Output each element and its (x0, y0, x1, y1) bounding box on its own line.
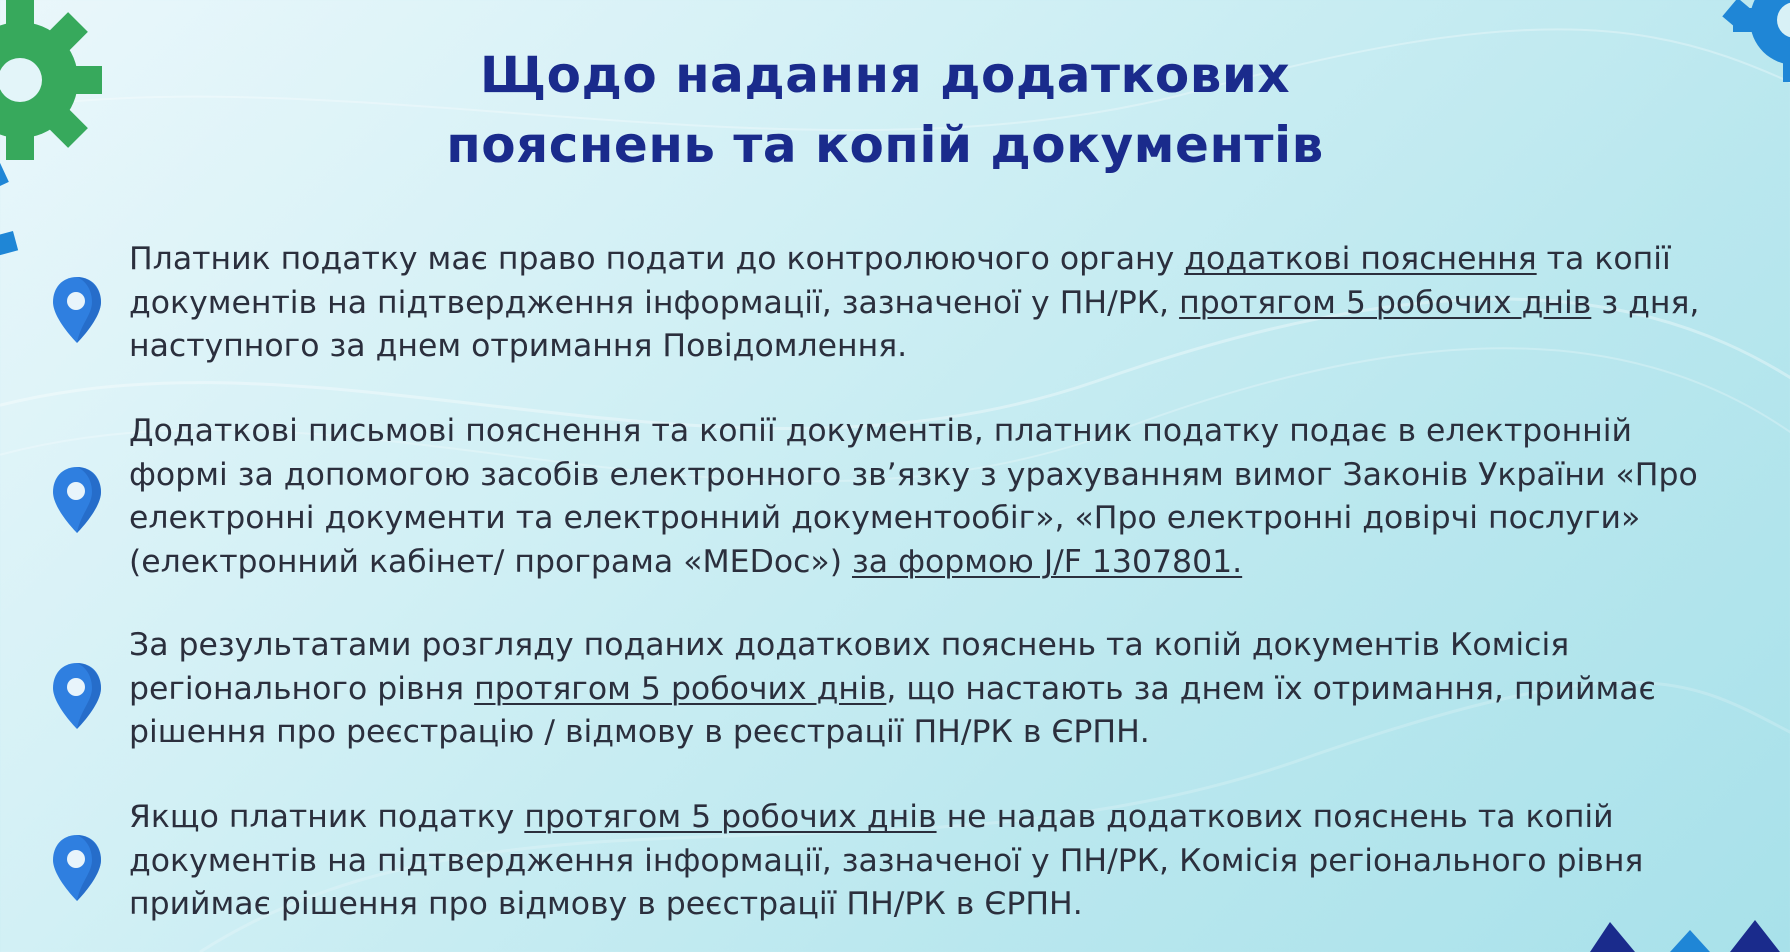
underlined-phrase: додаткові пояснення (1184, 241, 1537, 277)
bullet-text: Платник податку має право подати до контролюючого органу додаткові пояснення та копії документів на підтвердження інформації, зазначеної у ПН/РК, протягом 5 робочих днів з дня, наступного за днем отримання Повідомлення. (129, 241, 1700, 364)
underlined-phrase: за формою J/F 1307801. (852, 543, 1243, 580)
underlined-phrase: протягом 5 робочих днів (474, 670, 887, 707)
title-line-1: Щодо надання додаткових (479, 46, 1291, 104)
location-pin-icon (50, 661, 104, 731)
bullet-text: Додаткові письмові пояснення та копії документів, платник податку подає в електронній формі за допомогою засобів електронного зв’язку з урахуванням вимог Законів України «Про електронні документи та електронний документообіг», «Про електронні довірчі послуги» (електронний кабінет/ програма «MEDoc») за формою J/F 1307801. (129, 413, 1698, 580)
bullet-text: Якщо платник податку протягом 5 робочих днів не надав додаткових пояснень та копій документів на підтвердження інформації, зазначеної у ПН/РК, Комісія регіонального рівня приймає рішення про відмову в реєстрації ПН/РК в ЄРПН. (129, 799, 1644, 922)
underlined-phrase: протягом 5 робочих днів (524, 799, 937, 835)
underlined-phrase: протягом 5 робочих днів (1179, 284, 1592, 321)
location-pin-icon (50, 465, 104, 535)
location-pin-icon (50, 275, 104, 345)
slide-title (0, 40, 1770, 180)
location-pin-icon (50, 833, 104, 903)
bullet-text: За результатами розгляду поданих додаткових пояснень та копій документів Комісія регіонального рівня протягом 5 робочих днів, що настають за днем їх отримання, приймає рішення про реєстрацію / відмову в реєстрації ПН/РК в ЄРПН. (129, 627, 1656, 750)
title-line-2: пояснень та копій документів (446, 116, 1324, 174)
